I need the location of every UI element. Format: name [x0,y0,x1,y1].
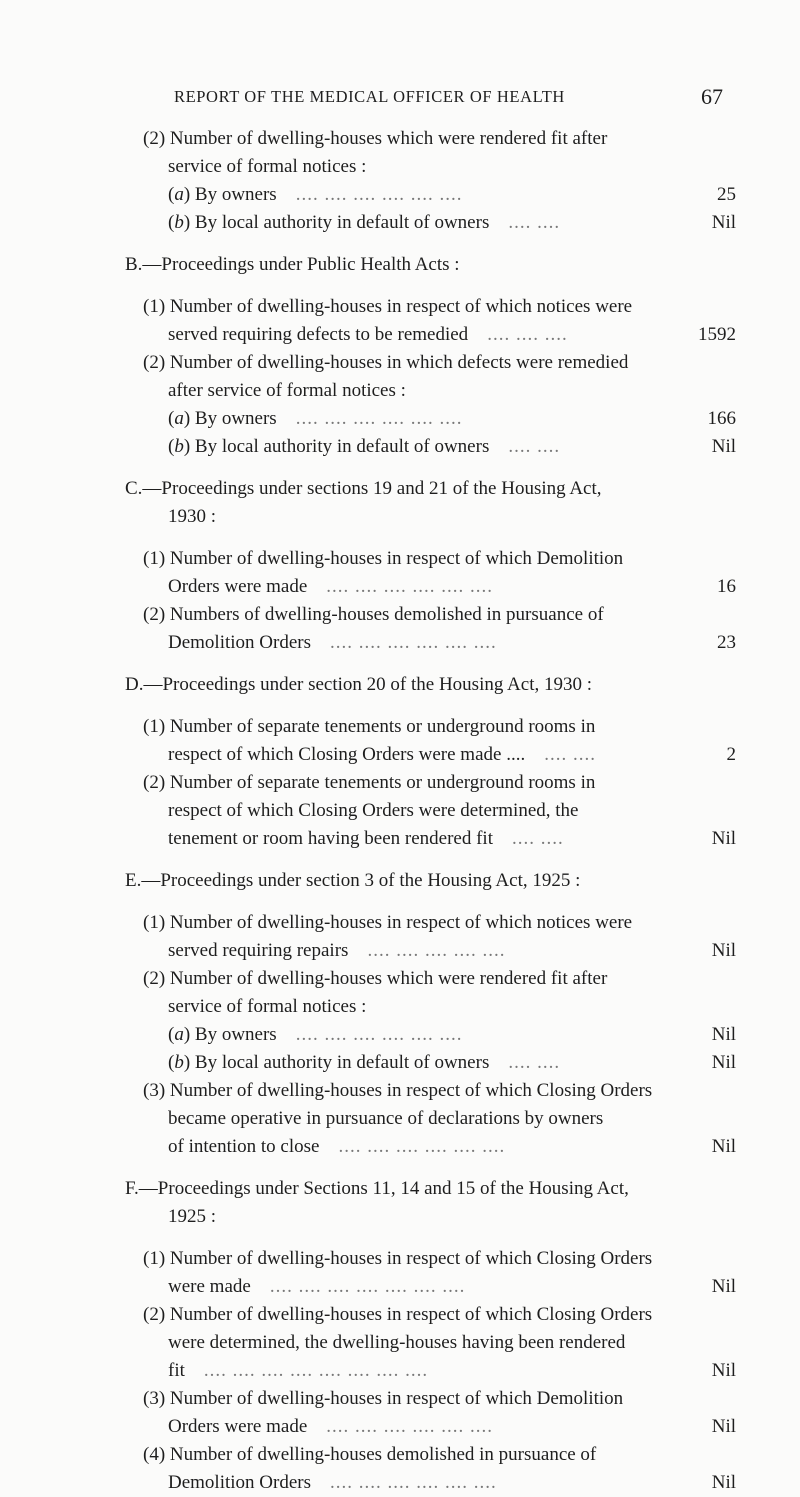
line-text [168,433,560,461]
line-body: Number of dwelling-houses in respect of which Closing Orders [169,1304,653,1325]
item-number: (a) [168,408,191,429]
item-number: (2) [143,772,166,793]
leader-dots: .... .... .... .... .... .... [326,576,494,597]
line-body: By owners [194,1024,277,1045]
page-header [0,84,800,111]
line-body: after service of formal notices : [168,380,406,401]
line-body: By local authority in default of owners [194,212,490,233]
report-line [0,433,800,461]
line-value: 1592 [698,324,736,345]
item-number: (b) [168,436,191,457]
line-text [143,1301,652,1329]
report-line [0,867,800,895]
report-title: REPORT OF THE MEDICAL OFFICER OF HEALTH [174,87,565,106]
line-body: Number of separate tenements or underground rooms in [169,716,596,737]
line-body: service of formal notices : [168,156,367,177]
leader-dots: .... .... .... .... .... .... [295,1024,463,1045]
leader-dots: .... .... .... .... .... .... .... [269,1276,466,1297]
line-text [168,1413,493,1441]
report-line [0,1469,800,1497]
line-text [168,503,216,531]
report-line [0,475,800,503]
line-text [143,125,607,153]
line-text [125,867,580,895]
report-line [0,1049,800,1077]
report-line [0,629,800,657]
leader-dots: .... .... .... .... .... .... [295,184,463,205]
report-line [0,601,800,629]
line-body: Number of dwelling-houses which were rendered fit after [169,128,608,149]
leader-dots: .... .... [508,1052,561,1073]
line-text [143,909,632,937]
item-number: (1) [143,716,166,737]
line-value: 16 [717,576,736,597]
line-text [168,1329,625,1357]
line-text [143,965,607,993]
line-body: Numbers of dwelling-houses demolished in pursuance of [169,604,604,625]
leader-dots: .... .... .... .... .... .... [330,632,497,653]
line-body: Number of dwelling-houses in respect of which notices were [169,912,633,933]
report-line [0,503,800,531]
line-body: Number of separate tenements or underground rooms in [169,772,596,793]
line-body: Demolition Orders [168,632,312,653]
leader-dots: .... .... .... .... .... .... .... .... [203,1360,429,1381]
report-line [0,1385,800,1413]
report-line [0,713,800,741]
item-number: (2) [143,352,166,373]
report-line [0,769,800,797]
line-text [168,153,366,181]
report-line [0,1203,800,1231]
line-text [168,1021,462,1049]
line-value: 2 [726,744,736,765]
line-text [168,937,505,965]
line-text [168,1357,428,1385]
line-text [125,671,592,699]
line-value: 25 [717,184,736,205]
report-line [0,797,800,825]
line-body: service of formal notices : [168,996,367,1017]
line-body: Number of dwelling-houses in which defects were remedied [169,352,629,373]
report-line [0,251,800,279]
item-number: (a) [168,184,191,205]
line-text [143,1385,623,1413]
report-line [0,1357,800,1385]
item-number: (b) [168,212,191,233]
item-number: (3) [143,1388,166,1409]
line-text [143,1245,652,1273]
item-number: (a) [168,1024,191,1045]
line-text [168,1049,560,1077]
report-line [0,825,800,853]
line-body: Number of dwelling-houses in respect of which Closing Orders [169,1080,653,1101]
line-value: Nil [711,1472,736,1493]
leader-dots: .... .... .... .... .... .... [295,408,463,429]
leader-dots: .... .... [508,436,561,457]
line-body: served requiring defects to be remedied [168,324,469,345]
item-number: (1) [143,548,166,569]
leader-dots: .... .... [544,744,596,765]
line-text [168,1273,465,1301]
line-value: Nil [711,1360,736,1381]
report-body [0,125,800,1497]
line-body: served requiring repairs [168,940,349,961]
line-text [168,741,596,769]
line-value: Nil [711,940,736,961]
line-value: Nil [711,436,736,457]
line-text [168,321,568,349]
line-text [168,993,366,1021]
report-line [0,1021,800,1049]
item-number: (1) [143,296,166,317]
line-body: By owners [194,408,277,429]
report-line [0,1133,800,1161]
line-text [168,181,462,209]
line-body: of intention to close [168,1136,320,1157]
line-text [168,1105,603,1133]
line-text [168,1203,216,1231]
line-body: respect of which Closing Orders were made .... [168,744,526,765]
line-body: Number of dwelling-houses in respect of which Demolition [169,1388,624,1409]
report-line [0,377,800,405]
line-text [168,377,406,405]
line-value: Nil [711,1136,736,1157]
line-value: Nil [711,1276,736,1297]
line-body: E.—Proceedings under section 3 of the Housing Act, 1925 : [125,870,581,891]
line-text [168,797,578,825]
item-number: (3) [143,1080,166,1101]
line-body: respect of which Closing Orders were determined, the [168,800,579,821]
line-body: By owners [194,184,277,205]
line-value: Nil [711,1416,736,1437]
report-line [0,293,800,321]
line-body: Number of dwelling-houses in respect of which Demolition [169,548,624,569]
line-text [168,1469,497,1497]
report-line [0,1329,800,1357]
line-body: tenement or room having been rendered fit [168,828,493,849]
line-text [168,573,493,601]
leader-dots: .... .... .... .... .... [367,940,506,961]
line-text [143,1441,596,1469]
line-body: fit [168,1360,185,1381]
report-line [0,1413,800,1441]
line-text [125,1175,629,1203]
report-line [0,1441,800,1469]
line-body: were determined, the dwelling-houses having been rendered [168,1332,626,1353]
page-number: 67 [701,84,723,109]
line-body: Number of dwelling-houses in respect of which Closing Orders [169,1248,653,1269]
line-body: 1930 : [168,506,217,527]
report-line [0,545,800,573]
item-number: (4) [143,1444,166,1465]
item-number: (1) [143,912,166,933]
line-body: By local authority in default of owners [194,436,490,457]
line-body: Orders were made [168,576,308,597]
line-text [143,601,604,629]
report-line [0,1301,800,1329]
leader-dots: .... .... .... .... .... .... [330,1472,497,1493]
line-body: C.—Proceedings under sections 19 and 21 of the Housing Act, [125,478,602,499]
report-line [0,349,800,377]
report-line [0,321,800,349]
line-text [168,405,462,433]
line-value: Nil [711,828,736,849]
line-text [143,713,595,741]
line-body: became operative in pursuance of declarations by owners [168,1108,604,1129]
line-body: 1925 : [168,1206,217,1227]
line-body: Number of dwelling-houses in respect of which notices were [169,296,633,317]
line-value: Nil [711,1052,736,1073]
report-line [0,1077,800,1105]
report-line [0,1105,800,1133]
line-body: Demolition Orders [168,1472,312,1493]
line-text [143,545,623,573]
line-text [168,209,560,237]
report-line [0,937,800,965]
line-body: Number of dwelling-houses demolished in pursuance of [169,1444,597,1465]
item-number: (2) [143,1304,166,1325]
line-body: B.—Proceedings under Public Health Acts : [125,254,460,275]
item-number: (b) [168,1052,191,1073]
line-value: Nil [711,212,736,233]
report-line [0,573,800,601]
report-line [0,125,800,153]
leader-dots: .... .... .... .... .... .... [338,1136,506,1157]
report-line [0,1175,800,1203]
report-line [0,209,800,237]
item-number: (2) [143,128,166,149]
line-value: Nil [711,1024,736,1045]
report-line [0,741,800,769]
line-text [125,475,602,503]
line-text [168,825,564,853]
leader-dots: .... .... [508,212,561,233]
line-body: D.—Proceedings under section 20 of the Housing Act, 1930 : [125,674,593,695]
line-value: 23 [717,632,736,653]
item-number: (1) [143,1248,166,1269]
line-body: By local authority in default of owners [194,1052,490,1073]
report-line [0,181,800,209]
report-line [0,1245,800,1273]
line-text [125,251,460,279]
line-text [168,1133,505,1161]
line-text [143,769,595,797]
leader-dots: .... .... .... [487,324,568,345]
line-text [143,349,628,377]
item-number: (2) [143,604,166,625]
report-line [0,671,800,699]
line-text [143,293,632,321]
line-text [168,629,497,657]
report-line [0,965,800,993]
line-body: Number of dwelling-houses which were rendered fit after [169,968,608,989]
item-number: (2) [143,968,166,989]
leader-dots: .... .... .... .... .... .... [326,1416,494,1437]
report-line [0,909,800,937]
line-body: Orders were made [168,1416,308,1437]
line-value: 166 [707,408,736,429]
line-text [143,1077,652,1105]
report-line [0,1273,800,1301]
report-line [0,405,800,433]
line-body: were made [168,1276,251,1297]
line-body: F.—Proceedings under Sections 11, 14 and 15 of the Housing Act, [125,1178,629,1199]
report-line [0,993,800,1021]
leader-dots: .... .... [512,828,564,849]
report-line [0,153,800,181]
